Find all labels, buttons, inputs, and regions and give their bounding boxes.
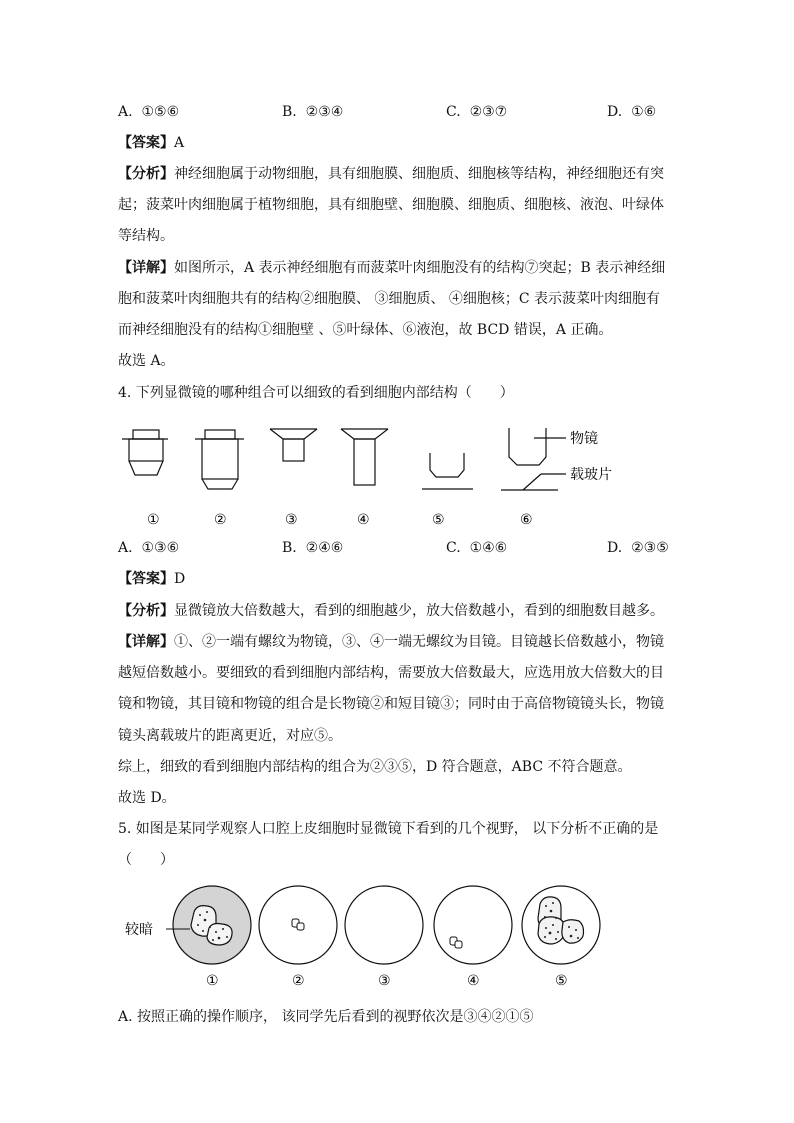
q3-option-d: D. ①⑥ bbox=[607, 104, 657, 120]
objective-lens-long-icon bbox=[195, 430, 244, 489]
q3-analysis-line-3: 等结构。 bbox=[118, 228, 174, 244]
lens-label-2: ② bbox=[214, 512, 227, 528]
view-5-icon bbox=[522, 886, 600, 964]
q3-analysis-line-1: 【分析】神经细胞属于动物细胞，具有细胞膜、细胞质、细胞核等结构，神经细胞还有突 bbox=[118, 166, 664, 182]
q4-option-c: C. ①④⑥ bbox=[446, 540, 508, 556]
q3-choose: 故选 A。 bbox=[118, 353, 175, 369]
view-1-icon bbox=[166, 886, 251, 964]
lens-label-4: ④ bbox=[357, 512, 370, 528]
view-label-4: ④ bbox=[467, 973, 480, 989]
view-3-icon bbox=[345, 886, 423, 964]
eyepiece-long-icon bbox=[341, 429, 388, 485]
view-4-icon bbox=[434, 886, 512, 964]
lens-label-3: ③ bbox=[285, 512, 298, 528]
view-label-2: ② bbox=[292, 973, 305, 989]
view-2-icon bbox=[259, 886, 337, 964]
q5-option-a: A. 按照正确的操作顺序， 该同学先后看到的视野依次是③④②①⑤ bbox=[118, 1009, 534, 1025]
objective-label: 物镜 bbox=[570, 431, 598, 447]
q4-choose: 故选 D。 bbox=[118, 790, 176, 806]
q4-option-a: A. ①③⑥ bbox=[118, 540, 180, 556]
q4-detail-line-4: 镜头离载玻片的距离更近，对应⑤。 bbox=[118, 728, 342, 744]
q3-option-c: C. ②③⑦ bbox=[446, 104, 508, 120]
view-label-3: ③ bbox=[378, 973, 391, 989]
objective-near-slide-icon bbox=[422, 453, 473, 489]
q5-stem-line-2: （ ） bbox=[118, 852, 174, 868]
view-label-1: ① bbox=[206, 973, 219, 989]
lens-label-5: ⑤ bbox=[432, 512, 445, 528]
q4-stem: 4. 下列显微镜的哪种组合可以细致的看到细胞内部结构（ ） bbox=[118, 385, 514, 401]
q3-detail-line-1: 【详解】如图所示，A 表示神经细胞有而菠菜叶肉细胞没有的结构⑦突起；B 表示神经细 bbox=[118, 260, 666, 276]
q5-field-of-view-figure bbox=[0, 882, 794, 992]
objective-lens-short-icon bbox=[122, 430, 168, 475]
q4-summary: 综上，细致的看到细胞内部结构的组合为②③⑤，D 符合题意，ABC 不符合题意。 bbox=[118, 759, 632, 775]
q3-analysis-line-2: 起；菠菜叶肉细胞属于植物细胞，具有细胞壁、细胞膜、细胞质、细胞核、液泡、叶绿体 bbox=[118, 197, 664, 213]
q4-analysis: 【分析】显微镜放大倍数越大，看到的细胞越少，放大倍数越小，看到的细胞数目越多。 bbox=[118, 603, 664, 619]
q3-detail-line-3: 而神经细胞没有的结构①细胞壁 、⑤叶绿体、⑥液泡，故 BCD 错误，A 正确。 bbox=[118, 322, 613, 338]
q4-detail-line-2: 越短倍数越小。要细致的看到细胞内部结构，需要放大倍数最大，应选用放大倍数大的目 bbox=[118, 665, 664, 681]
lens-label-6: ⑥ bbox=[520, 512, 533, 528]
q4-option-b: B. ②④⑥ bbox=[282, 540, 344, 556]
q4-detail-line-3: 镜和物镜，其目镜和物镜的组合是长物镜②和短目镜③；同时由于高倍物镜镜头长，物镜 bbox=[118, 696, 664, 712]
q4-option-d: D. ②③⑤ bbox=[607, 540, 669, 556]
q3-option-a: A. ①⑤⑥ bbox=[118, 104, 180, 120]
lens-label-1: ① bbox=[147, 512, 160, 528]
q3-option-b: B. ②③④ bbox=[282, 104, 344, 120]
objective-far-slide-icon bbox=[501, 428, 566, 490]
eyepiece-short-icon bbox=[270, 429, 317, 461]
q3-answer: 【答案】A bbox=[118, 135, 185, 151]
dim-label: 较暗 bbox=[125, 922, 153, 938]
q4-detail-line-1: 【详解】①、②一端有螺纹为物镜，③、④一端无螺纹为目镜。目镜越长倍数越小，物镜 bbox=[118, 634, 664, 650]
q5-stem-line-1: 5. 如图是某同学观察人口腔上皮细胞时显微镜下看到的几个视野， 以下分析不正确的是 bbox=[118, 821, 659, 837]
q4-answer: 【答案】D bbox=[118, 571, 186, 587]
view-label-5: ⑤ bbox=[555, 973, 568, 989]
q3-detail-line-2: 胞和菠菜叶肉细胞共有的结构②细胞膜、 ③细胞质、 ④细胞核；C 表示菠菜叶肉细胞有 bbox=[118, 291, 661, 307]
slide-label: 载玻片 bbox=[570, 467, 612, 483]
